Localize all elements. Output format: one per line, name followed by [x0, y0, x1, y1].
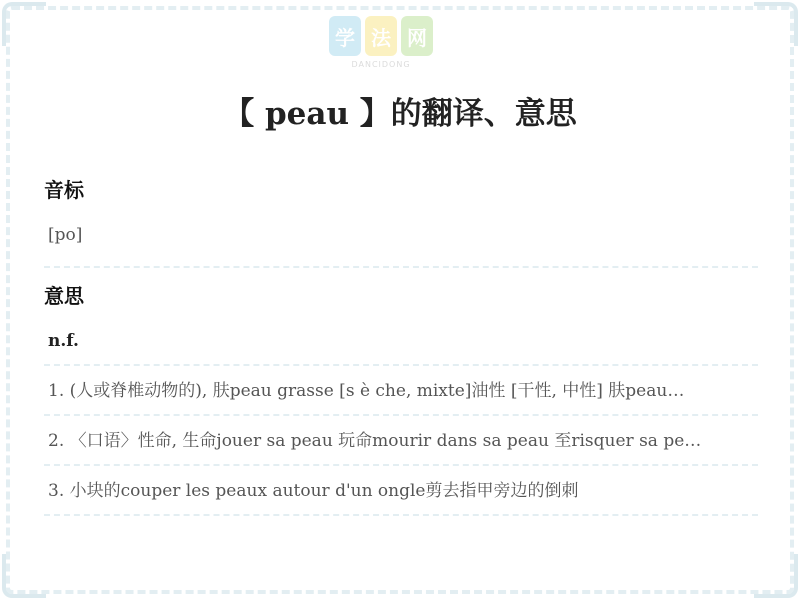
- logo-subtitle: DANCIDONG: [351, 60, 411, 69]
- meaning-item-2: 2. 〈口语〉性命, 生命jouer sa peau 玩命mourir dans sa peau 至risquer sa pe…: [44, 416, 758, 466]
- logo-block-3: 网: [401, 16, 433, 56]
- logo-block-2: 法: [365, 16, 397, 56]
- logo-block-1: 学: [329, 16, 361, 56]
- meaning-heading: 意思: [44, 284, 84, 308]
- corner-ornament-top-right: [754, 2, 798, 46]
- corner-ornament-top-left: [2, 2, 46, 46]
- corner-ornament-bottom-left: [2, 554, 46, 598]
- definition-content: [44, 170, 758, 516]
- meaning-item-1: 1. (人或脊椎动物的), 肤peau grasse [s è che, mixte]油性 [干性, 中性] 肤peau…: [44, 366, 758, 416]
- phonetic-heading: 音标: [44, 178, 84, 202]
- site-logo-watermark: [326, 16, 436, 76]
- meaning-item-3: 3. 小块的couper les peaux autour d'un ongle剪去指甲旁边的倒刺: [44, 466, 758, 516]
- phonetic-value: [po]: [44, 210, 758, 268]
- part-of-speech: n.f.: [44, 316, 758, 366]
- page-title: 【 peau 】的翻译、意思: [223, 96, 577, 132]
- corner-ornament-bottom-right: [754, 554, 798, 598]
